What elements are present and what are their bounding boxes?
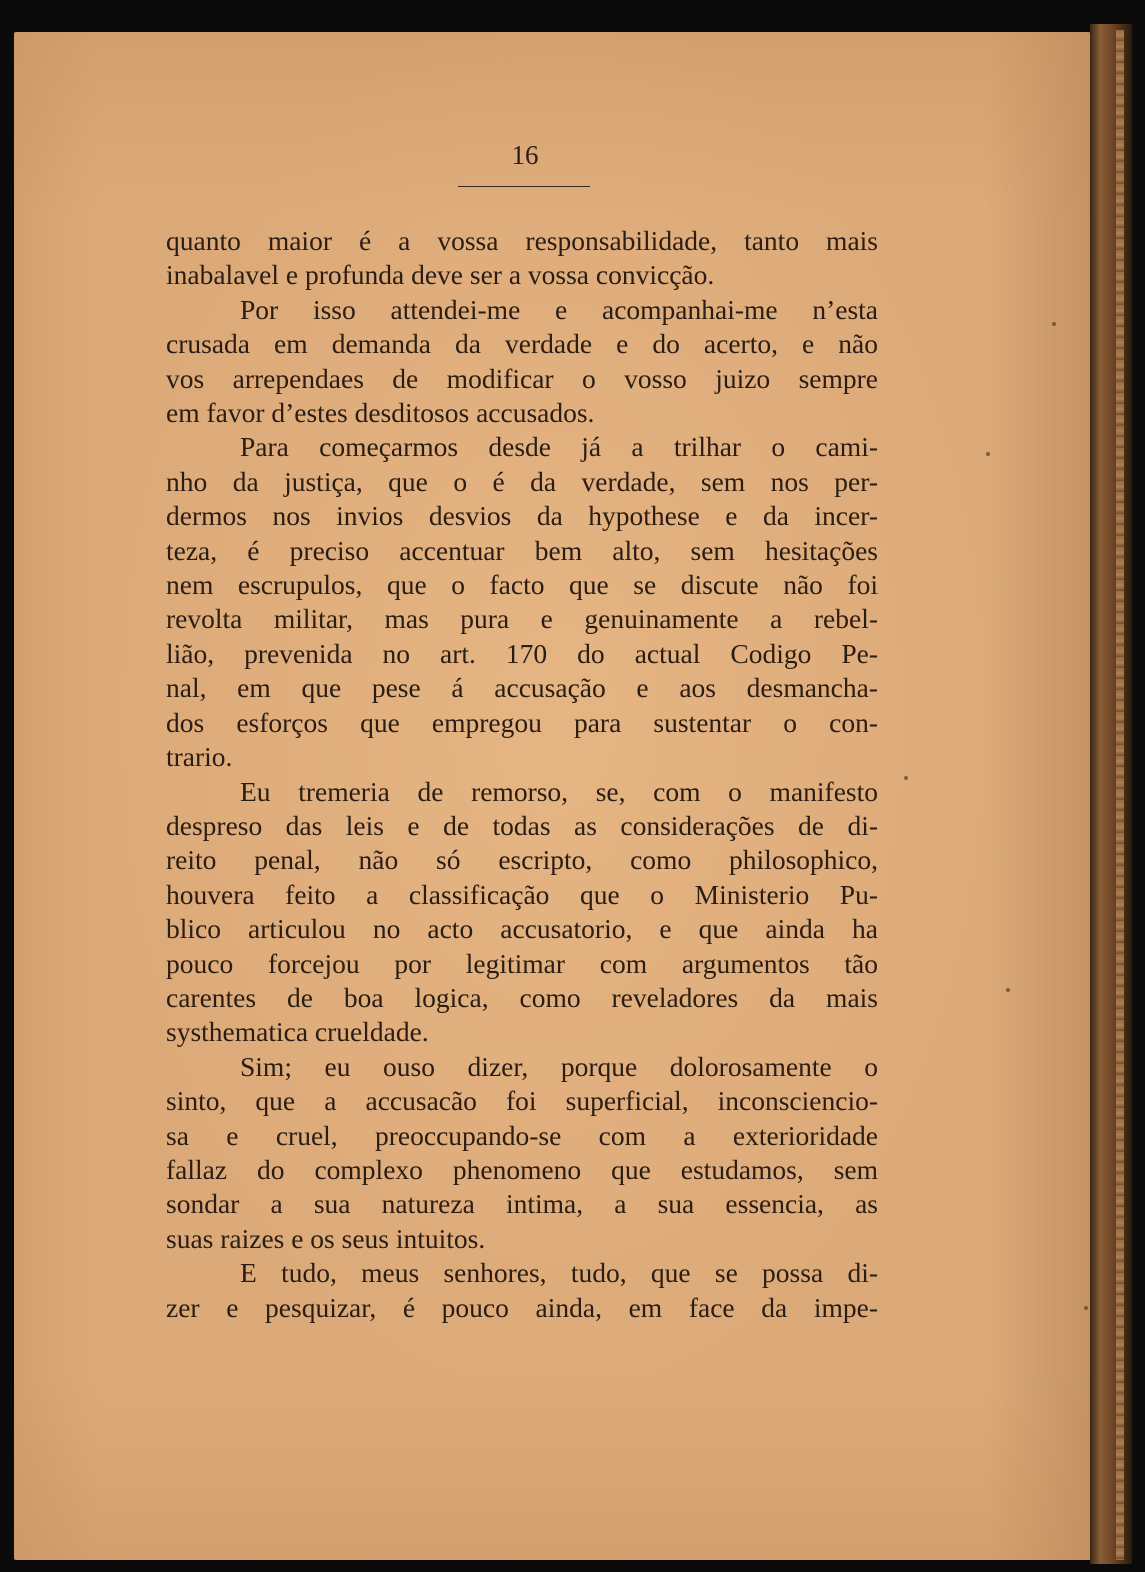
text-line: systhematica crueldade. <box>166 1016 429 1048</box>
page-number: 16 <box>511 140 539 170</box>
text-line: Sim; eu ouso dizer, porque dolorosamente o <box>240 1050 878 1082</box>
text-line: suas raizes e os seus intuitos. <box>166 1222 486 1254</box>
text-line: E tudo, meus senhores, tudo, que se possa di- <box>240 1257 878 1289</box>
text-line: trario. <box>166 741 233 773</box>
header-rule <box>458 186 590 187</box>
text-line: reito penal, não só escripto, como philosophico, <box>166 844 878 876</box>
book-spine <box>1090 24 1132 1564</box>
page-edges <box>1116 30 1124 1560</box>
text-line: sa e cruel, preoccupando-se com a exterioridade <box>166 1119 878 1151</box>
text-line: carentes de boa logica, como reveladores da mais <box>166 981 878 1013</box>
text-line: nho da justiça, que o é da verdade, sem nos per- <box>166 465 878 497</box>
text-line: dos esforços que empregou para sustentar o con- <box>166 706 878 738</box>
text-line: teza, é preciso accentuar bem alto, sem hesitações <box>166 534 878 566</box>
paper-speck <box>1006 988 1010 992</box>
text-line: dermos nos invios desvios da hypothese e da incer- <box>166 500 878 532</box>
text-line: nem escrupulos, que o facto que se discute não foi <box>166 569 878 601</box>
text-line: blico articulou no acto accusatorio, e que ainda ha <box>166 913 878 945</box>
text-line: nal, em que pese á accusação e aos desmancha- <box>166 672 878 704</box>
paper-speck <box>1084 1306 1088 1310</box>
text-line: revolta militar, mas pura e genuinamente a rebel- <box>166 603 878 635</box>
text-line: lião, prevenida no art. 170 do actual Codigo Pe- <box>166 637 878 669</box>
paper-speck <box>904 776 908 780</box>
text-line: Para começarmos desde já a trilhar o cami- <box>240 431 878 463</box>
text-line: Por isso attendei-me e acompanhai-me n’esta <box>240 293 878 325</box>
text-line: vos arrependaes de modificar o vosso juizo sempre <box>166 362 878 394</box>
paper-speck <box>986 452 990 456</box>
text-line: houvera feito a classificação que o Ministerio Pu- <box>166 878 878 910</box>
text-line: zer e pesquizar, é pouco ainda, em face da impe- <box>166 1291 878 1323</box>
body-text <box>166 224 878 1325</box>
text-line: inabalavel e profunda deve ser a vossa convicção. <box>166 259 715 291</box>
text-line: despreso das leis e de todas as considerações de di- <box>166 809 878 841</box>
text-line: crusada em demanda da verdade e do acerto, e não <box>166 328 878 360</box>
text-line: em favor d’estes desditosos accusados. <box>166 397 595 429</box>
text-line: pouco forcejou por legitimar com argumentos tão <box>166 947 878 979</box>
text-line: quanto maior é a vossa responsabilidade, tanto mais <box>166 225 878 256</box>
paper-speck <box>1052 322 1056 326</box>
text-line: fallaz do complexo phenomeno que estudamos, sem <box>166 1153 878 1185</box>
text-line: sinto, que a accusacão foi superficial, inconsciencio- <box>166 1085 878 1117</box>
text-line: Eu tremeria de remorso, se, com o manifesto <box>240 775 878 807</box>
text-line: sondar a sua natureza intima, a sua essencia, as <box>166 1188 878 1220</box>
